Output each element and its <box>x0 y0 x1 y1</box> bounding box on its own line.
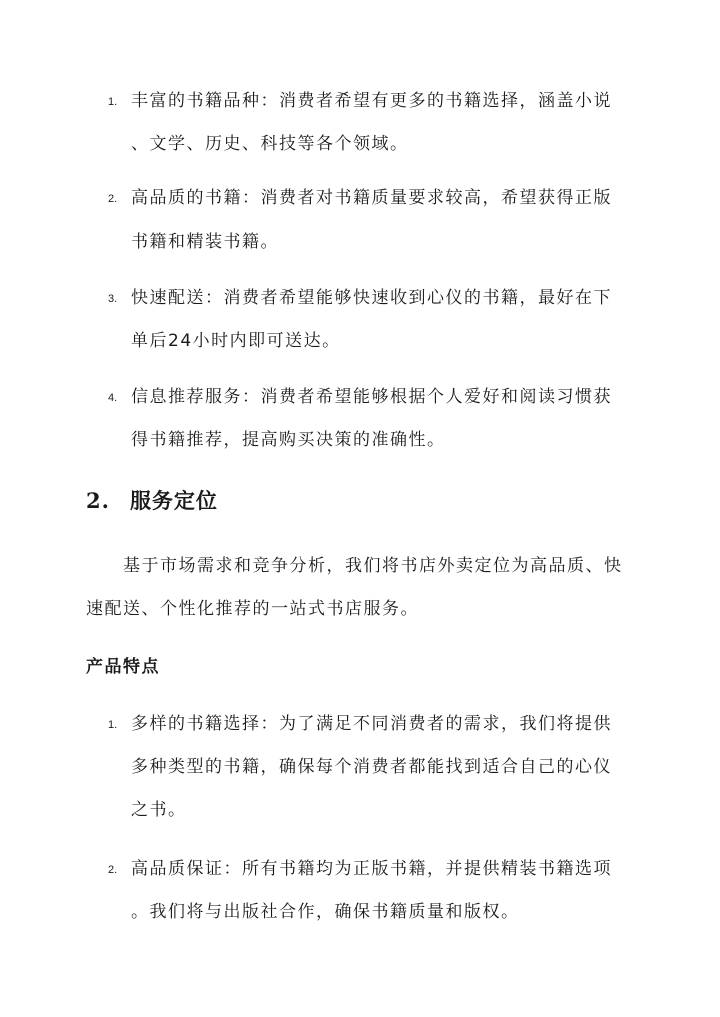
list-item-number: 4. <box>108 392 118 404</box>
list-item-number: 2. <box>108 864 118 876</box>
list-item-line: 快速配送：消费者希望能够快速收到心仪的书籍，最好在下 <box>131 288 612 308</box>
list-item-line: 单后24小时内即可送达。 <box>131 331 341 351</box>
paragraph-line: 速配送、个性化推荐的一站式书店服务。 <box>86 599 419 619</box>
list-item-line: 书籍和精装书籍。 <box>131 232 279 252</box>
list-item-line: 得书籍推荐，提高购买决策的准确性。 <box>131 430 446 450</box>
list-item-number: 1. <box>108 719 118 731</box>
list-item-line: 高品质的书籍：消费者对书籍质量要求较高，希望获得正版 <box>131 188 612 208</box>
section-number: 2. <box>86 488 110 513</box>
list-item-line: 高品质保证：所有书籍均为正版书籍，并提供精装书籍选项 <box>131 859 612 879</box>
list-item-number: 1. <box>108 96 118 108</box>
list-item-number: 2. <box>108 193 118 205</box>
list-item-line: 丰富的书籍品种：消费者希望有更多的书籍选择，涵盖小说 <box>131 91 612 111</box>
list-item-line: 之书。 <box>131 800 187 820</box>
list-item-line: 信息推荐服务：消费者希望能够根据个人爱好和阅读习惯获 <box>131 387 612 407</box>
section-heading <box>86 488 218 514</box>
section-title: 服务定位 <box>129 489 218 513</box>
list-item-line: 。我们将与出版社合作，确保书籍质量和版权。 <box>131 902 520 922</box>
list-item-line: 、文学、历史、科技等各个领域。 <box>131 134 409 154</box>
subsection-title: 产品特点 <box>86 657 160 677</box>
paragraph-line: 基于市场需求和竞争分析，我们将书店外卖定位为高品质、快 <box>123 556 623 576</box>
list-item-number: 3. <box>108 293 118 305</box>
list-item-line: 多种类型的书籍，确保每个消费者都能找到适合自己的心仪 <box>131 757 612 777</box>
list-item-line: 多样的书籍选择：为了满足不同消费者的需求，我们将提供 <box>131 714 612 734</box>
